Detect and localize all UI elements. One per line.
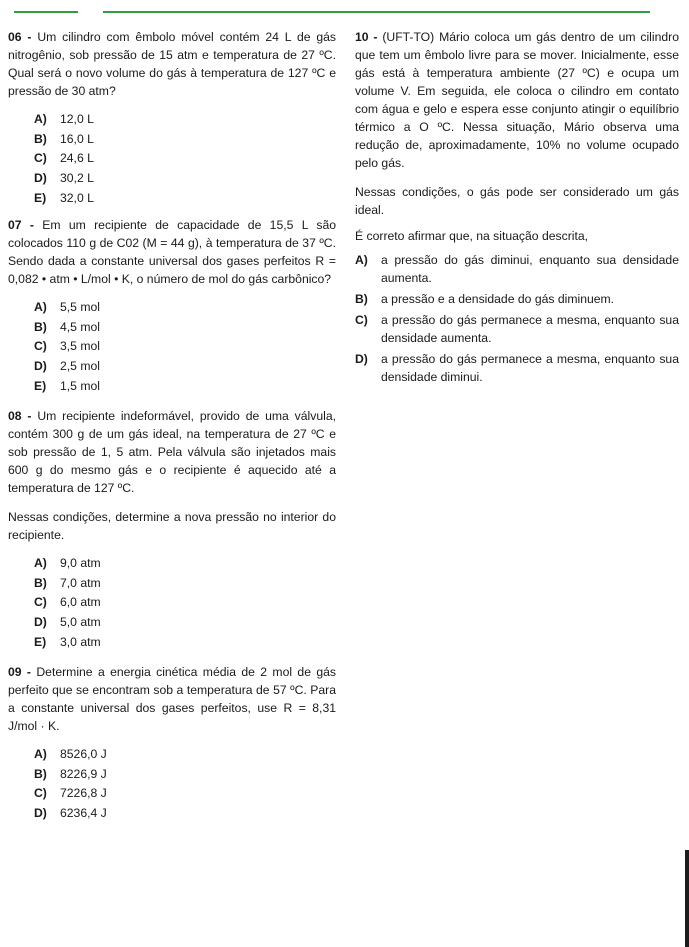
option[interactable]	[34, 744, 336, 764]
option-text: 16,0 L	[60, 131, 94, 146]
question-08-text: Um recipiente indeformável, provido de uma válvula, contém 300 g de um gás ideal, na temperatura de 27 ºC e sob pressão de 1, 5 atm. Pela válvula são injetados mais 600 g do mesmo gás e o recipiente é aquecido até a temperatura de 127 ºC.	[8, 408, 336, 495]
question-06-options	[8, 109, 336, 208]
option-letter: E)	[34, 379, 47, 394]
option-text: 5,5 mol	[60, 299, 100, 314]
question-08-options	[8, 553, 336, 652]
option[interactable]	[34, 593, 336, 613]
option[interactable]	[34, 168, 336, 188]
option[interactable]	[34, 149, 336, 169]
option[interactable]	[34, 376, 336, 396]
option-text: 32,0 L	[60, 191, 94, 206]
option-letter: A)	[34, 111, 47, 126]
question-09-options	[8, 744, 336, 823]
question-10-statement	[355, 28, 679, 172]
option-text: 2,5 mol	[60, 359, 100, 374]
option-letter: D)	[34, 359, 47, 374]
question-07-statement	[8, 216, 336, 288]
question-08-prompt: Nessas condições, determine a nova pressão no interior do recipiente.	[8, 509, 336, 542]
option[interactable]	[34, 784, 336, 804]
option-letter: B)	[355, 292, 368, 306]
option-letter: D)	[34, 615, 47, 630]
question-08-number: 08 -	[8, 408, 32, 423]
option-letter: A)	[34, 746, 47, 761]
option[interactable]	[34, 803, 336, 823]
page-edge-bar	[685, 850, 689, 947]
option[interactable]	[34, 129, 336, 149]
question-06-number: 06 -	[8, 30, 32, 44]
question-10-number: 10 -	[355, 30, 378, 44]
option-text: a pressão do gás permanece a mesma, enquanto sua densidade diminui.	[381, 352, 679, 384]
header-rule-short	[14, 11, 78, 13]
option[interactable]	[355, 350, 679, 386]
option-letter: B)	[34, 131, 47, 146]
option-text: a pressão e a densidade do gás diminuem.	[381, 292, 615, 306]
option-text: 9,0 atm	[60, 555, 101, 570]
option-letter: B)	[34, 575, 47, 590]
option-letter: B)	[34, 319, 47, 334]
option-text: a pressão do gás permanece a mesma, enquanto sua densidade aumenta.	[381, 313, 679, 345]
question-09-statement	[8, 663, 336, 735]
question-10-text: (UFT-TO) Mário coloca um gás dentro de um cilindro que tem um êmbolo livre para se mover. Inicialmente, esse gás está à temperatura ambiente (27 ºC) e ocupa um volume V. Em seguida, ele coloca o cilindro em contato com água e gelo e espera esse conjunto atingir o equilíbrio térmico a O ºC. Nessa situação, Mário observa uma redução de, aproximadamente, 10% no volume ocupado pelo gás.	[355, 30, 679, 170]
question-10-options	[355, 251, 679, 386]
right-column	[355, 28, 679, 389]
option[interactable]	[34, 632, 336, 652]
question-08-statement	[8, 407, 336, 497]
question-07-text: Em um recipiente de capacidade de 15,5 L são colocados 110 g de C02 (M = 44 g), à temperatura de 37 ºC. Sendo dada a constante universal dos gases perfeitos R = 0,082 • atm • L/mol • K, o número de mol do gás carbônico?	[8, 217, 336, 286]
option-text: 7226,8 J	[60, 786, 107, 801]
option-text: 3,5 mol	[60, 339, 100, 354]
option-text: 12,0 L	[60, 111, 94, 126]
option[interactable]	[34, 188, 336, 208]
question-08	[8, 407, 336, 652]
option[interactable]	[34, 573, 336, 593]
option[interactable]	[34, 337, 336, 357]
question-10-note: Nessas condições, o gás pode ser considerado um gás ideal.	[355, 185, 679, 217]
option-letter: E)	[34, 191, 47, 206]
option-letter: A)	[34, 299, 47, 314]
option-text: 7,0 atm	[60, 575, 101, 590]
option-text: 5,0 atm	[60, 615, 101, 630]
option-letter: D)	[355, 352, 368, 366]
option-letter: C)	[34, 339, 47, 354]
option-letter: B)	[34, 766, 47, 781]
question-10-prompt: É correto afirmar que, na situação descrita,	[355, 229, 589, 243]
option-text: 8226,9 J	[60, 766, 107, 781]
option-text: 4,5 mol	[60, 319, 100, 334]
option-letter: C)	[34, 786, 47, 801]
option[interactable]	[355, 290, 679, 308]
option-text: a pressão do gás diminui, enquanto sua densidade aumenta.	[381, 253, 679, 285]
question-06-statement	[8, 28, 336, 100]
question-07-number: 07 -	[8, 217, 34, 232]
option[interactable]	[34, 764, 336, 784]
option[interactable]	[355, 251, 679, 287]
option[interactable]	[34, 612, 336, 632]
question-07-options	[8, 297, 336, 396]
option-letter: C)	[34, 151, 47, 166]
option-letter: D)	[34, 806, 47, 821]
header-rule-long	[103, 11, 650, 13]
question-09	[8, 663, 336, 823]
option[interactable]	[34, 109, 336, 129]
option-text: 30,2 L	[60, 171, 94, 186]
option[interactable]	[34, 553, 336, 573]
question-06-text: Um cilindro com êmbolo móvel contém 24 L de gás nitrogênio, sob pressão de 15 atm e temperatura de 27 ºC. Qual será o novo volume do gás à temperatura de 127 ºC e pressão de 30 atm?	[8, 30, 336, 98]
option-letter: C)	[34, 595, 47, 610]
left-column	[8, 28, 336, 823]
question-06	[8, 28, 336, 208]
option-text: 6236,4 J	[60, 806, 107, 821]
question-10	[355, 28, 679, 386]
option-letter: A)	[34, 555, 47, 570]
option[interactable]	[34, 317, 336, 337]
option-text: 24,6 L	[60, 151, 94, 166]
option[interactable]	[355, 311, 679, 347]
option-letter: A)	[355, 253, 368, 267]
option-text: 6,0 atm	[60, 595, 101, 610]
option-text: 1,5 mol	[60, 379, 100, 394]
option-letter: D)	[34, 171, 47, 186]
option[interactable]	[34, 297, 336, 317]
question-09-number: 09 -	[8, 664, 31, 679]
option-text: 3,0 atm	[60, 635, 101, 650]
option[interactable]	[34, 356, 336, 376]
option-letter: C)	[355, 313, 368, 327]
option-letter: E)	[34, 635, 47, 650]
question-07	[8, 216, 336, 396]
option-text: 8526,0 J	[60, 746, 107, 761]
question-09-text: Determine a energia cinética média de 2 mol de gás perfeito que se encontram sob a temperatura de 57 ºC. Para a constante universal dos gases perfeitos, use R = 8,31 J/mol · K.	[8, 664, 336, 733]
